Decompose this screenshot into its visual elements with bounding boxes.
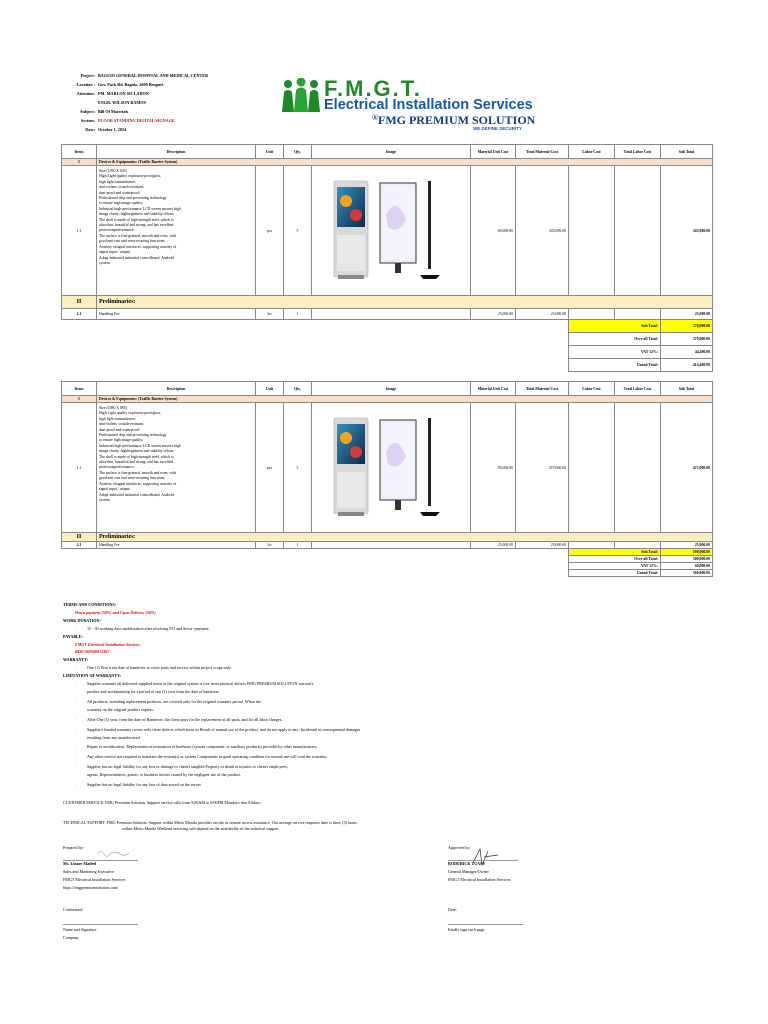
bullet-icon: · <box>75 665 77 671</box>
total-material-cost: 475,000.00 <box>516 403 569 533</box>
signage-image-icon <box>324 412 459 522</box>
registered-mark: ® <box>372 113 378 122</box>
info-value: Gov. Pack Rd. Baguio, 2600 Benguet <box>98 82 164 87</box>
description-line: high light transmittance, <box>99 179 137 184</box>
terms-title: TERMS AND CONDITIONS: <box>63 602 116 607</box>
description-line: Industrial high-performance LCD screen ensures high <box>99 206 181 211</box>
terms-section <box>63 601 703 789</box>
info-label: System: <box>80 118 95 123</box>
warranty-title: WARRANTY: <box>63 657 89 663</box>
table-row <box>62 542 713 549</box>
column-header: Description <box>97 382 256 396</box>
bullet-icon: · <box>75 764 77 770</box>
info-value: ENGR. WILSON RAMOS <box>98 100 146 105</box>
column-header: Description <box>97 145 256 159</box>
description-line: The surface is fine-grained, smooth and even, with <box>99 233 177 238</box>
totals-value: 60,000.00 <box>661 563 713 570</box>
bullet-icon: · <box>75 716 77 722</box>
labor-cost <box>569 542 615 549</box>
totals-row <box>62 556 713 563</box>
info-value: FLOOR STANDING DIGITAL SIGNAGE <box>98 118 175 123</box>
description-line: protectionperformance; <box>99 465 135 470</box>
approved-label: Approved by: <box>448 845 471 850</box>
section-number: II <box>62 296 97 309</box>
table-row <box>62 166 713 296</box>
sub-total: 25,000.00 <box>661 309 713 320</box>
limitation-item <box>63 688 703 696</box>
bullet-icon: · <box>75 681 77 687</box>
limitation-item <box>63 743 703 751</box>
column-header: Unit <box>256 145 284 159</box>
bullet-icon: · <box>75 698 77 704</box>
description-line: signal input / output; <box>99 487 131 492</box>
work-text: 15 - 30 working days mobilization after receiving P.O and down- payment. <box>87 625 210 631</box>
item-qty: 5 <box>284 166 312 296</box>
project-info <box>40 71 280 134</box>
limitation-item <box>63 781 703 789</box>
project-info-row <box>40 71 280 80</box>
limitation-text: agents, Representatives, guests, or business invites caused by the negligent use of the product. <box>87 772 242 778</box>
total-material-cost: 345,000.00 <box>516 166 569 296</box>
payable-title: PAYABLE: <box>63 633 83 639</box>
item-unit: lot <box>256 542 284 549</box>
labor-cost <box>569 403 615 533</box>
description-line: anti-violent, scratch-resistant, <box>99 185 145 190</box>
description-line: Industrial high-performance LCD screen ensures high <box>99 443 181 448</box>
prepared-label: Prepared by: <box>63 845 84 850</box>
limitation-text: product and workmanship for a period of one (1) year from the date of handover. <box>87 688 220 694</box>
column-header: Qty. <box>284 382 312 396</box>
totals-row <box>62 563 713 570</box>
column-header: Image <box>312 382 471 396</box>
section-title: Devices & Equipments: (Traffic Barrier System) <box>97 159 713 166</box>
total-labor-cost <box>615 309 661 320</box>
approved-title: General Manager/Owner <box>448 869 489 875</box>
quote-table <box>61 144 713 372</box>
totals-label: Grand Total: <box>569 359 661 372</box>
limitation-item <box>63 734 703 742</box>
sub-total: 25,000.00 <box>661 542 713 549</box>
column-header: Sub Total <box>661 382 713 396</box>
limitation-list <box>63 680 703 789</box>
item-number: 1.1 <box>62 166 97 296</box>
item-number: 2.1 <box>62 309 97 320</box>
material-unit-cost: 95,000.00 <box>471 403 516 533</box>
approved-name: RODERICK TUASY <box>448 861 486 867</box>
limitation-text: All products, including replacement products, are covered only for the original warranty period. When the <box>87 698 261 704</box>
totals-value: 44,400.00 <box>661 346 713 359</box>
description-line: Avariety ofsignal interfaces, supporting avariety of <box>99 481 177 486</box>
prepared-url[interactable]: https://fmgpremiumsolution.com/ <box>63 885 119 891</box>
section-title: Preliminaries: <box>97 533 713 542</box>
info-label: Attention: <box>76 91 95 96</box>
customer-service: CUSTOMER SERVICE: FMG Premium Solution. Support service calls from 9:00AM to 6:00PM Mondays thru Fridays. <box>63 800 262 805</box>
totals-row <box>62 346 713 359</box>
project-info-row <box>40 98 280 107</box>
description-line: high light transmittance, <box>99 416 137 421</box>
description-line: Adopt industrial industrial controlboard, Android <box>99 255 174 260</box>
total-material-cost: 25,000.00 <box>516 542 569 549</box>
table-header-row <box>62 382 713 396</box>
project-info-row <box>40 89 280 98</box>
total-labor-cost <box>615 403 661 533</box>
description-line: dust-proof and waterproof; <box>99 190 140 195</box>
limitation-item <box>63 726 703 734</box>
bullet-icon <box>75 688 87 696</box>
column-header: Material Unit Cost <box>471 145 516 159</box>
item-image <box>312 309 471 320</box>
limitation-item <box>63 680 703 688</box>
totals-value: 370,000.00 <box>661 320 713 333</box>
company-logo <box>280 76 590 134</box>
description-line: The shell is made of high-strength steel, which is <box>99 217 174 222</box>
description-line: Size (1050 X 635) <box>99 169 127 173</box>
bullet-icon: · <box>75 782 77 788</box>
bullet-icon <box>75 706 87 714</box>
limitation-text: Supplier has no legal liability for any loss or damage to client's tangible Property or death or injuries to client's employees, <box>87 764 288 770</box>
column-header: Items <box>62 145 97 159</box>
totals-label: VAT 12%: <box>569 346 661 359</box>
signature-prepared-icon <box>96 848 130 858</box>
item-description: Handling Fee <box>97 542 256 549</box>
project-info-row <box>40 80 280 89</box>
prepared-signature-line <box>63 860 138 861</box>
column-header: Total Material Cost <box>516 382 569 396</box>
section-number: I <box>62 159 97 166</box>
work-duration-title: WORK DURATION: <box>63 617 101 623</box>
item-number: 2.1 <box>62 542 97 549</box>
date-line <box>448 924 523 925</box>
kindly-sign-note: Kindly sign each page <box>448 927 485 932</box>
totals-label: Sub Total: <box>569 549 661 556</box>
signage-image-icon <box>324 175 459 285</box>
logo-premium-text: FMG PREMIUM SOLUTION <box>377 113 536 127</box>
limitation-title: LIMITATION OF WARRANTY: <box>63 673 121 679</box>
warranty-text <box>63 664 703 672</box>
work-duration-text <box>63 625 703 633</box>
item-qty: 5 <box>284 403 312 533</box>
column-header: Labor Cost <box>569 382 615 396</box>
section-row <box>62 533 713 542</box>
bullet-icon <box>75 734 87 742</box>
prepared-name: Ms. Linaee Madeel <box>63 861 97 867</box>
item-unit: lot <box>256 309 284 320</box>
description-line: to ensure high image quality; <box>99 201 144 206</box>
column-header: Items <box>62 382 97 396</box>
limitation-text: After One (1) year, from the date of Handover, the client pays for the replacement of all parts, and for all labor charges. <box>87 716 283 722</box>
totals-row <box>62 333 713 346</box>
payable-line-2: BDO 002940013367 <box>75 649 110 655</box>
description-line: Adopt industrial industrial controlboard, Android <box>99 492 174 497</box>
logo-subtitle: Electrical Installation Services <box>324 97 533 113</box>
info-label: Subject: <box>80 109 95 114</box>
limitation-item <box>63 771 703 779</box>
section-number: II <box>62 533 97 542</box>
item-description <box>97 403 256 533</box>
limitation-text: warranty on the original product expires. <box>87 706 154 712</box>
totals-label: Sub Total: <box>569 320 661 333</box>
limitation-text: Repair or modification. Replacement or restoration of hardware (system component, or auxiliary products) provided by other manufacturers. <box>87 744 318 750</box>
info-value: October 1, 2024 <box>98 127 127 132</box>
description-line: Professional chip and processing technology <box>99 433 167 438</box>
total-material-cost: 25,000.00 <box>516 309 569 320</box>
section-title: Devices & Equipments: (Traffic Barrier System) <box>97 396 713 403</box>
quote-table <box>61 381 713 577</box>
description-line: Size (1080 X 885) <box>99 406 127 410</box>
description-line: Professional chip and processing technology <box>99 196 167 201</box>
info-value: Bill Of Materials <box>98 109 129 114</box>
totals-label: Over-all Total: <box>569 556 661 563</box>
column-header: Sub Total <box>661 145 713 159</box>
prepared-title: Sales and Marketing Executive <box>63 869 115 875</box>
bullet-icon <box>75 771 87 779</box>
description-line: image clarity, highbrightness and stability offour; <box>99 449 174 454</box>
people-logo-icon <box>280 78 322 112</box>
info-value: BAGUIO GENERAL HOSPITAL AND MEDICAL CENTER <box>98 73 209 78</box>
payment-terms: Down payment (50%) and Upon Delivery (50%) <box>75 609 156 615</box>
item-image <box>312 542 471 549</box>
info-value: PM. MARLON SICLADON <box>98 91 149 96</box>
prepared-company: FMGT Electrical Installation Services <box>63 877 126 883</box>
sub-total: 475,000.00 <box>661 403 713 533</box>
description-line: High Light quality explosion-proofglass, <box>99 174 162 179</box>
table-row <box>62 403 713 533</box>
limitation-text: resulting from any unauthorized <box>87 734 140 740</box>
section-title: Preliminaries: <box>97 296 713 309</box>
conformed-line <box>63 924 138 925</box>
info-label <box>40 98 98 107</box>
section-row <box>62 396 713 403</box>
description-line: system. <box>99 497 111 502</box>
total-labor-cost <box>615 542 661 549</box>
conformed-label: Conformed: <box>63 907 83 912</box>
project-info-row <box>40 125 280 134</box>
totals-row <box>62 359 713 372</box>
description-line: signal input / output; <box>99 250 131 255</box>
description-line: dust-proof and waterproof; <box>99 427 140 432</box>
item-unit: pcs <box>256 166 284 296</box>
column-header: Unit <box>256 382 284 396</box>
description-line: image clarity, highbrightness and stability offour; <box>99 212 174 217</box>
description-line: The surface is fine-grained, smooth and even, with <box>99 470 177 475</box>
description-line: ultra-thin, beautiful and strong, and has excellent <box>99 460 174 465</box>
item-qty: 1 <box>284 542 312 549</box>
totals-label: Over-all Total: <box>569 333 661 346</box>
limitation-item <box>63 763 703 771</box>
limitation-item <box>63 698 703 706</box>
column-header: Total Material Cost <box>516 145 569 159</box>
labor-cost <box>569 309 615 320</box>
column-header: Labor Cost <box>569 145 615 159</box>
table-header-row <box>62 145 713 159</box>
item-image <box>312 166 471 296</box>
totals-label: Grand Total: <box>569 570 661 577</box>
signature-approved-icon <box>470 845 500 867</box>
project-info-row <box>40 107 280 116</box>
totals-row <box>62 570 713 577</box>
description-line: Avariety ofsignal interfaces, supporting avariety of <box>99 244 177 249</box>
limitation-item <box>63 716 703 724</box>
totals-row <box>62 320 713 333</box>
description-line: to ensure high image quality; <box>99 438 144 443</box>
table-row <box>62 309 713 320</box>
payable-line-1: FMGT Electrical Installation Services <box>75 641 140 647</box>
description-line: good anti-rust and wear-resisting functions; <box>99 239 166 244</box>
description-line: anti-violent, scratch-resistant, <box>99 422 145 427</box>
warranty-body: One (1) Year from date of handover to cover parts and service within project scope only. <box>87 665 232 671</box>
column-header: Image <box>312 145 471 159</box>
section-number: I <box>62 396 97 403</box>
name-signature-label: Name and Signature <box>63 927 97 932</box>
item-description <box>97 166 256 296</box>
approved-company: FMGT Electrical Installation Services <box>448 877 511 883</box>
totals-value: 500,000.00 <box>661 556 713 563</box>
item-number: 1.1 <box>62 403 97 533</box>
bullet-icon: · <box>75 754 77 760</box>
description-line: High Light quality explosion-proofglass, <box>99 411 162 416</box>
totals-row <box>62 549 713 556</box>
totals-label: VAT 12%: <box>569 563 661 570</box>
section-row <box>62 296 713 309</box>
sub-total: 345,000.00 <box>661 166 713 296</box>
item-unit: pcs <box>256 403 284 533</box>
material-unit-cost: 69,000.00 <box>471 166 516 296</box>
column-header: Material Unit Cost <box>471 382 516 396</box>
project-info-row <box>40 116 280 125</box>
totals-value: 560,000.00 <box>661 570 713 577</box>
limitation-text: Any other service not required to maintain the system(s) or system Components in good operating condition for normal use will void the warranty. <box>87 754 328 760</box>
limitation-text: Supplier has no legal liability for any loss of data stored on the server. <box>87 782 202 788</box>
company-label: Company <box>63 935 79 940</box>
description-line: protectionperformance; <box>99 228 135 233</box>
info-label: Location : <box>76 82 95 87</box>
tech-support-line-1: TECHNICAL SUPPORT: FMG Premium Solution. Support within Metro Manila provides on-site or remote access assistance. Our average service response time is three (3) hours <box>63 820 357 825</box>
item-qty: 1 <box>284 309 312 320</box>
column-header: Qty. <box>284 145 312 159</box>
item-description: Handling Fee <box>97 309 256 320</box>
limitation-text: Supplier warrants all delivered supplied items in the original system is free from physical defects FMG PREMIUM SOLUTION warrant's <box>87 681 314 687</box>
column-header: Total Labor Cost <box>615 145 661 159</box>
column-header: Total Labor Cost <box>615 382 661 396</box>
totals-value: 370,000.00 <box>661 333 713 346</box>
tech-support-line-2: within Metro Manila Weekend servicing will depend on the availability of the technical support. <box>122 826 280 831</box>
bullet-icon: · <box>75 726 77 732</box>
logo-title: F.M.G.T. <box>324 76 422 101</box>
material-unit-cost: 25,000.00 <box>471 542 516 549</box>
description-line: ultra-thin, beautiful and strong, and has excellent <box>99 223 174 228</box>
logo-tagline: WE DEFINE SECURITY <box>473 126 523 131</box>
total-labor-cost <box>615 166 661 296</box>
description-line: good anti-rust and wear-resisting functions; <box>99 476 166 481</box>
labor-cost <box>569 166 615 296</box>
limitation-item <box>63 753 703 761</box>
item-image <box>312 403 471 533</box>
bullet-icon: · <box>75 744 77 750</box>
bullet-icon: · <box>75 625 77 631</box>
material-unit-cost: 25,000.00 <box>471 309 516 320</box>
description-line: The shell is made of high-strength steel, which is <box>99 454 174 459</box>
info-label: Project: <box>80 73 95 78</box>
section-row <box>62 159 713 166</box>
limitation-text: Supplier's limited warranty covers only those defects which arose as Result of normal use of the product, and do not apply to any: Incidental or consequential damages <box>87 726 361 732</box>
info-label: Date: <box>85 127 95 132</box>
limitation-item <box>63 706 703 714</box>
totals-value: 500,000.00 <box>661 549 713 556</box>
totals-value: 414,400.00 <box>661 359 713 372</box>
approved-signature-line <box>448 860 518 861</box>
description-line: system. <box>99 260 111 265</box>
date-label: Date: <box>448 907 457 912</box>
